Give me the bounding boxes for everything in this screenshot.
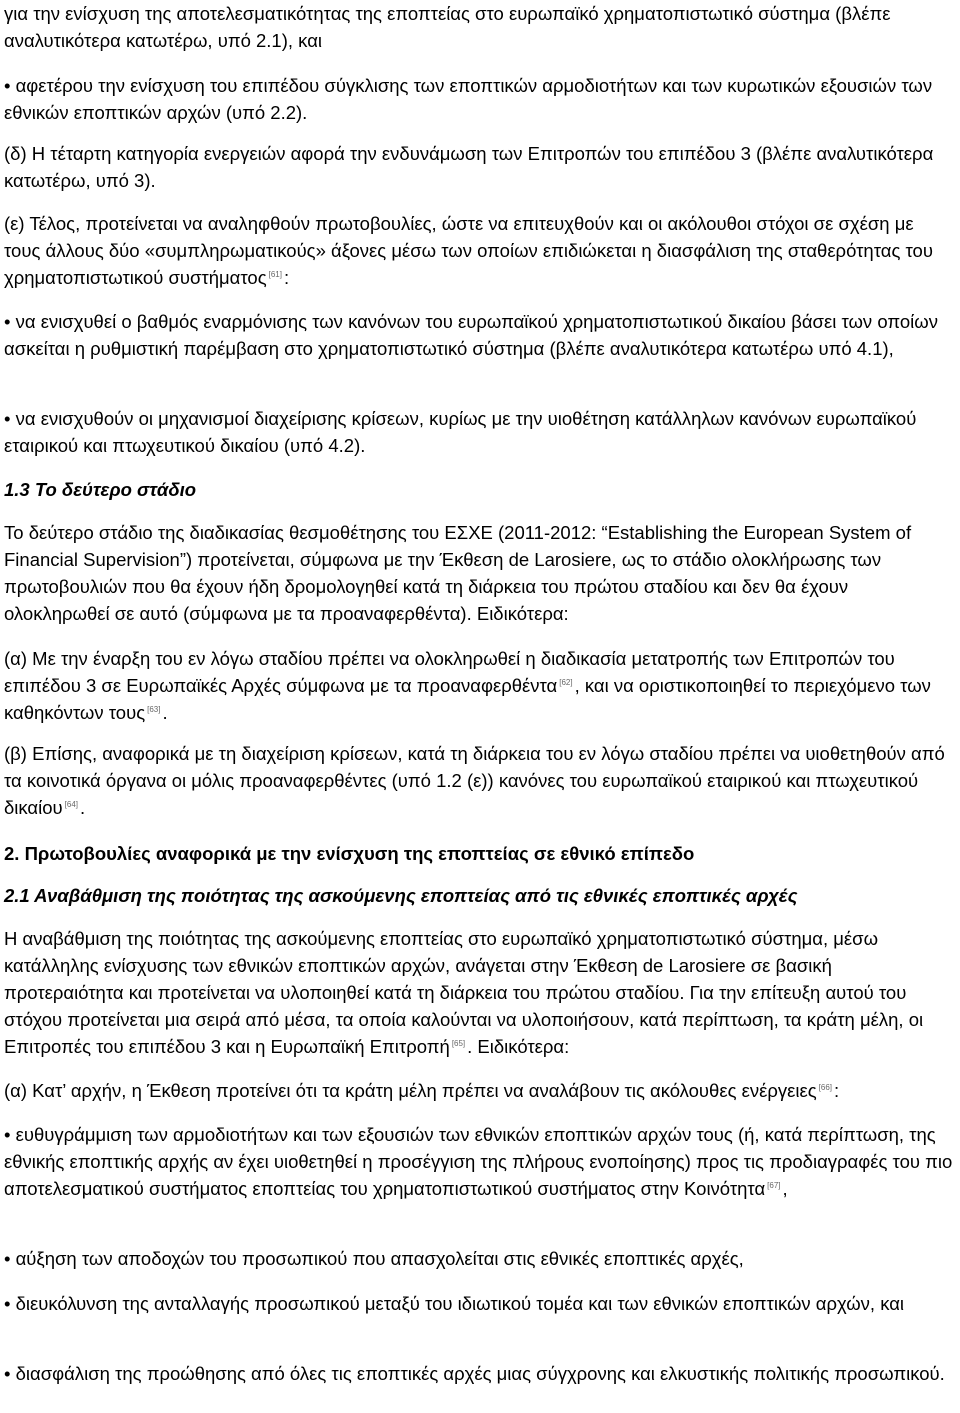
section-heading [4, 476, 954, 503]
paragraph [4, 645, 954, 726]
paragraph-text: : [834, 1080, 840, 1101]
paragraph [4, 1245, 954, 1272]
paragraph-text: : [283, 267, 290, 288]
footnote-reference[interactable]: [64] [64, 800, 78, 809]
paragraph [4, 740, 954, 821]
paragraph-text: • διασφάλιση της προώθησης από όλες τις εποπτικές αρχές μιας σύγχρονης και ελκυστικής πολιτικής προσωπικού. [4, 1363, 945, 1384]
paragraph-text: (α) Με την έναρξη του εν λόγω σταδίου πρέπει να ολοκληρωθεί η διαδικασία μετατροπής των Επιτροπών του επιπέδου 3 σε Ευρωπαϊκές Αρχές σύμφωνα με τα προαναφερθέντα [4, 648, 895, 696]
paragraph-text: Η αναβάθμιση της ποιότητας της ασκούμενης εποπτείας στο ευρωπαϊκό χρηματοπιστωτικό σύστημα, μέσω κατάλληλης ενίσχυσης των εθνικών εποπτικών αρχών, ανάγεται στην Έκθεση de Larosiere σε βασική προτεραιότητα και προτείνεται να υλοποιηθεί κατά τη διάρκεια του πρώτου σταδίου. Για την επίτευξη αυτού του στόχου προτείνεται μια σειρά από μέσα, τα οποία καλούνται να υλοποιήσουν, κατά περίπτωση, τα κράτη μέλη, οι Επιτροπές του επιπέδου 3 και η Ευρωπαϊκή Επιτροπή [4, 928, 924, 1057]
footnote-reference[interactable]: [63] [147, 705, 161, 714]
footnote-reference[interactable]: [67] [767, 1181, 781, 1190]
paragraph [4, 1121, 954, 1202]
paragraph [4, 72, 954, 126]
paragraph-text: • διευκόλυνση της ανταλλαγής προσωπικού μεταξύ του ιδιωτικού τομέα και των εθνικών εποπτικών αρχών, και [4, 1293, 905, 1314]
paragraph [4, 405, 954, 459]
paragraph-text: (β) Επίσης, αναφορικά με τη διαχείριση κρίσεων, κατά τη διάρκεια του εν λόγω σταδίου πρέπει να υιοθετηθούν από τα κοινοτικά όργανα οι μόλις προαναφερθέντες (υπό 1.2 (ε)) κανόνες του ευρωπαϊκού εταιρικού και πτωχευτικού δικαίου [4, 743, 945, 818]
paragraph [4, 519, 954, 627]
section-heading [4, 882, 954, 909]
paragraph-text: (α) Κατ’ αρχήν, η Έκθεση προτείνει ότι τα κράτη μέλη πρέπει να αναλάβουν τις ακόλουθες ενέργειες [4, 1080, 817, 1101]
footnote-reference[interactable]: [62] [559, 678, 573, 687]
paragraph-text: • αύξηση των αποδοχών του προσωπικού που απασχολείται στις εθνικές εποπτικές αρχές, [4, 1248, 744, 1269]
paragraph [4, 0, 954, 54]
section-heading [4, 840, 954, 867]
paragraph-text: 1.3 Το δεύτερο στάδιο [4, 479, 197, 500]
paragraph-text: . [162, 702, 168, 723]
paragraph-text: 2. Πρωτοβουλίες αναφορικά με την ενίσχυση της εποπτείας σε εθνικό επίπεδο [4, 843, 695, 864]
paragraph [4, 140, 954, 194]
paragraph-text: • να ενισχυθούν οι μηχανισμοί διαχείρισης κρίσεων, κυρίως με την υιοθέτηση κατάλληλων κανόνων ευρωπαϊκού εταιρικού και πτωχευτικού δικαίου (υπό 4.2). [4, 408, 917, 456]
paragraph-text: (ε) Τέλος, προτείνεται να αναληφθούν πρωτοβουλίες, ώστε να επιτευχθούν και οι ακόλουθοι στόχοι σε σχέση με τους άλλους δύο «συμπληρωματικούς» άξονες μέσω των οποίων επιδιώκεται η διασφάλιση της σταθερότητας του χρηματοπιστωτικού συστήματος [4, 213, 933, 288]
paragraph-text: , [782, 1178, 788, 1199]
paragraph-text: . Ειδικότερα: [467, 1036, 570, 1057]
paragraph-text: . [80, 797, 86, 818]
paragraph-text: • ευθυγράμμιση των αρμοδιοτήτων και των εξουσιών των εθνικών εποπτικών αρχών τους (ή, κατά περίπτωση, της εθνικής εποπτικής αρχής αν έχει υιοθετηθεί η προσέγγιση της πλήρους ενοποίησης) προς τις προδιαγραφές του πιο αποτελεσματικού συστήματος εποπτείας του χρηματοπιστωτικού συστήματος στην Κοινότητα [4, 1124, 953, 1199]
footnote-reference[interactable]: [65] [451, 1039, 466, 1048]
paragraph [4, 1360, 954, 1387]
paragraph-text: , και να οριστικοποιηθεί το περιεχόμενο των καθηκόντων τους [4, 675, 931, 723]
paragraph [4, 1077, 954, 1104]
paragraph-text: Το δεύτερο στάδιο της διαδικασίας θεσμοθέτησης του ΕΣΧΕ (2011-2012: “Establishing the European System of Financial Supervision”) προτείνεται, σύμφωνα με την Έκθεση de Larosiere, ως το στάδιο ολοκλήρωσης των πρωτοβουλιών που θα έχουν ήδη δρομολογηθεί κατά τη διάρκεια του πρώτου σταδίου και δεν θα έχουν ολοκληρωθεί σε αυτό (σύμφωνα με τα προαναφερθέντα). Ειδικότερα: [4, 522, 912, 624]
paragraph [4, 210, 954, 291]
paragraph-text: 2.1 Αναβάθμιση της ποιότητας της ασκούμενης εποπτείας από τις εθνικές εποπτικές αρχές [4, 885, 798, 906]
paragraph [4, 1290, 954, 1317]
paragraph [4, 308, 954, 362]
paragraph-text: (δ) Η τέταρτη κατηγορία ενεργειών αφορά την ενδυνάμωση των Επιτροπών του επιπέδου 3 (βλέπε αναλυτικότερα κατωτέρω, υπό 3). [4, 143, 934, 191]
paragraph-text: για την ενίσχυση της αποτελεσματικότητας της εποπτείας στο ευρωπαϊκό χρηματοπιστωτικό σύστημα (βλέπε αναλυτικότερα κατωτέρω, υπό 2.1), και [4, 3, 891, 51]
footnote-reference[interactable]: [66] [818, 1083, 833, 1092]
footnote-reference[interactable]: [61] [268, 270, 282, 279]
paragraph-text: • αφετέρου την ενίσχυση του επιπέδου σύγκλισης των εποπτικών αρμοδιοτήτων και των κυρωτικών εξουσιών των εθνικών εποπτικών αρχών (υπό 2.2). [4, 75, 933, 123]
paragraph-text: • να ενισχυθεί ο βαθμός εναρμόνισης των κανόνων του ευρωπαϊκού χρηματοπιστωτικού δικαίου βάσει των οποίων ασκείται η ρυθμιστική παρέμβαση στο χρηματοπιστωτικό σύστημα (βλέπε αναλυτικότερα κατωτέρω υπό 4.1), [4, 311, 938, 359]
paragraph [4, 925, 954, 1060]
